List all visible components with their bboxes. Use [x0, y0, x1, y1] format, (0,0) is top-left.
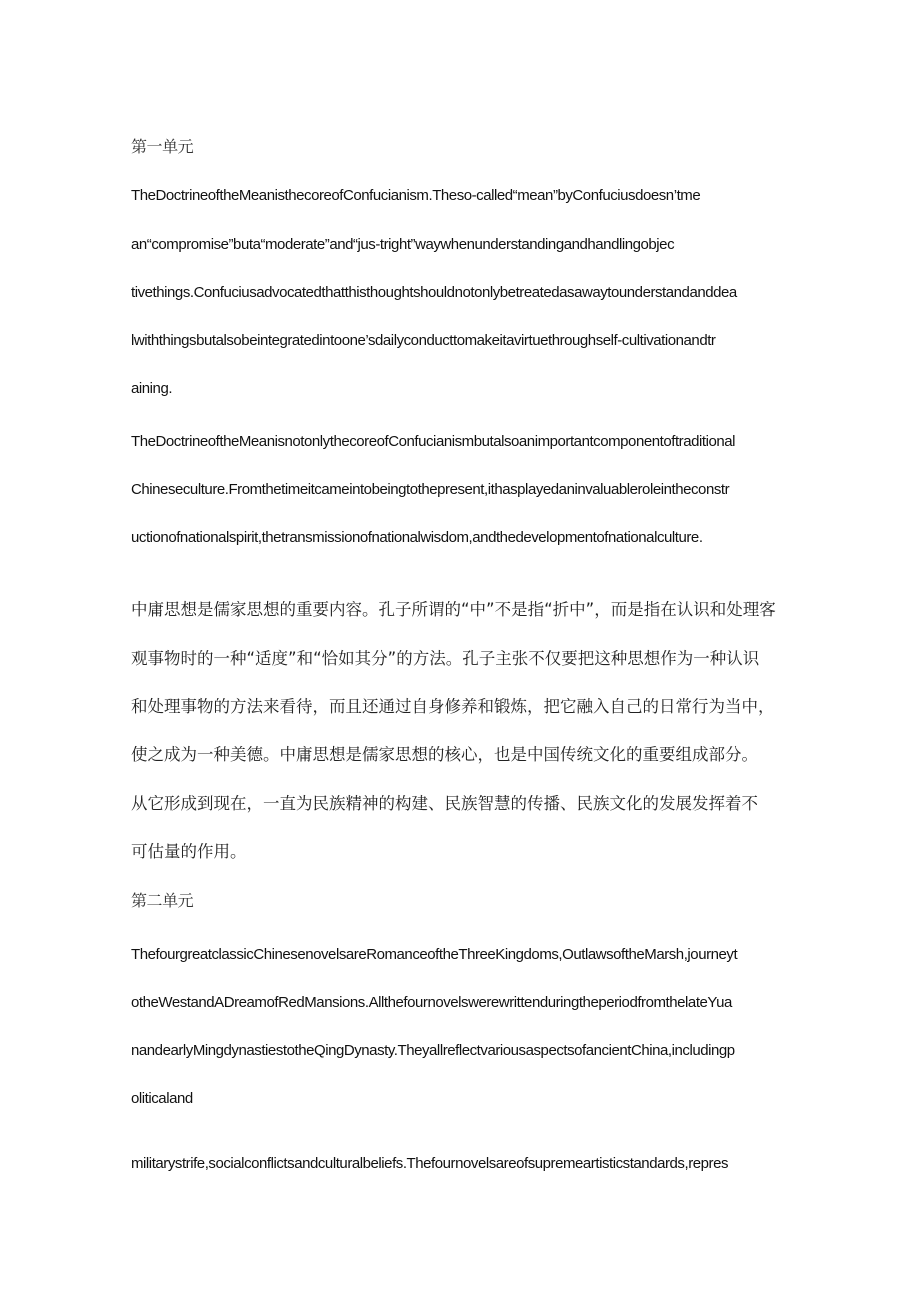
unit1-para2-line: Chineseculture.Fromthetimeitcameintobeingtothepresent,ithasplayedaninvaluableroleintheconstr: [131, 481, 730, 498]
unit1-chinese-line: 观事物时的一种“适度”和“恰如其分”的方法。孔子主张不仅要把这种思想作为一种认识: [131, 649, 760, 668]
unit1-para1-line: TheDoctrineoftheMeanisthecoreofConfucianism.Theso-called“mean”byConfuciusdoesn’tme: [131, 187, 701, 204]
unit1-chinese-line: 可估量的作用。: [131, 842, 247, 861]
unit1-chinese-line: 使之成为一种美德。中庸思想是儒家思想的核心，也是中国传统文化的重要组成部分。: [131, 745, 758, 764]
unit1-para2-line: TheDoctrineoftheMeanisnotonlythecoreofConfucianismbutalsoanimportantcomponentoftraditional: [131, 433, 736, 450]
unit2-para1-line: oliticaland: [131, 1090, 193, 1107]
unit1-chinese-line: 和处理事物的方法来看待，而且还通过自身修养和锻炼，把它融入自己的日常行为当中，: [131, 697, 775, 716]
unit2-para1-line: ThefourgreatclassicChinesenovelsareRomanceoftheThreeKingdoms,OutlawsoftheMarsh,journeyt: [131, 946, 738, 963]
unit1-para1-line: lwiththingsbutalsobeintegratedintoone’sdailyconducttomakeitavirtuethroughself-cultivationandtr: [131, 332, 716, 349]
unit1-para2-line: uctionofnationalspirit,thetransmissionofnationalwisdom,andthedevelopmentofnationalculture.: [131, 529, 703, 546]
unit2-para1-line: nandearlyMingdynastiestotheQingDynasty.TheyallreflectvariousaspectsofancientChina,includingp: [131, 1042, 735, 1059]
unit1-para1-line: tivethings.Confuciusadvocatedthatthisthoughtshouldnotonlybetreatedasawaytounderstandanddea: [131, 284, 737, 301]
unit2-para1-line: militarystrife,socialconflictsandculturalbeliefs.Thefournovelsareofsupremeartisticstandards,repres: [131, 1155, 729, 1172]
unit1-para1-line: an“compromise”buta“moderate”and“jus-tright”waywhenunderstandingandhandlingobjec: [131, 236, 675, 253]
unit2-para1-line: otheWestandADreamofRedMansions.AllthefournovelswerewrittenduringtheperiodfromthelateYua: [131, 994, 732, 1011]
unit1-chinese-line: 中庸思想是儒家思想的重要内容。孔子所谓的“中”不是指“折中”，而是指在认识和处理客: [131, 600, 776, 619]
unit2-heading: 第二单元: [131, 891, 194, 910]
unit1-para1-line: aining.: [131, 380, 173, 397]
unit1-heading: 第一单元: [131, 137, 194, 156]
unit1-chinese-line: 从它形成到现在，一直为民族精神的构建、民族智慧的传播、民族文化的发展发挥着不: [131, 794, 758, 813]
